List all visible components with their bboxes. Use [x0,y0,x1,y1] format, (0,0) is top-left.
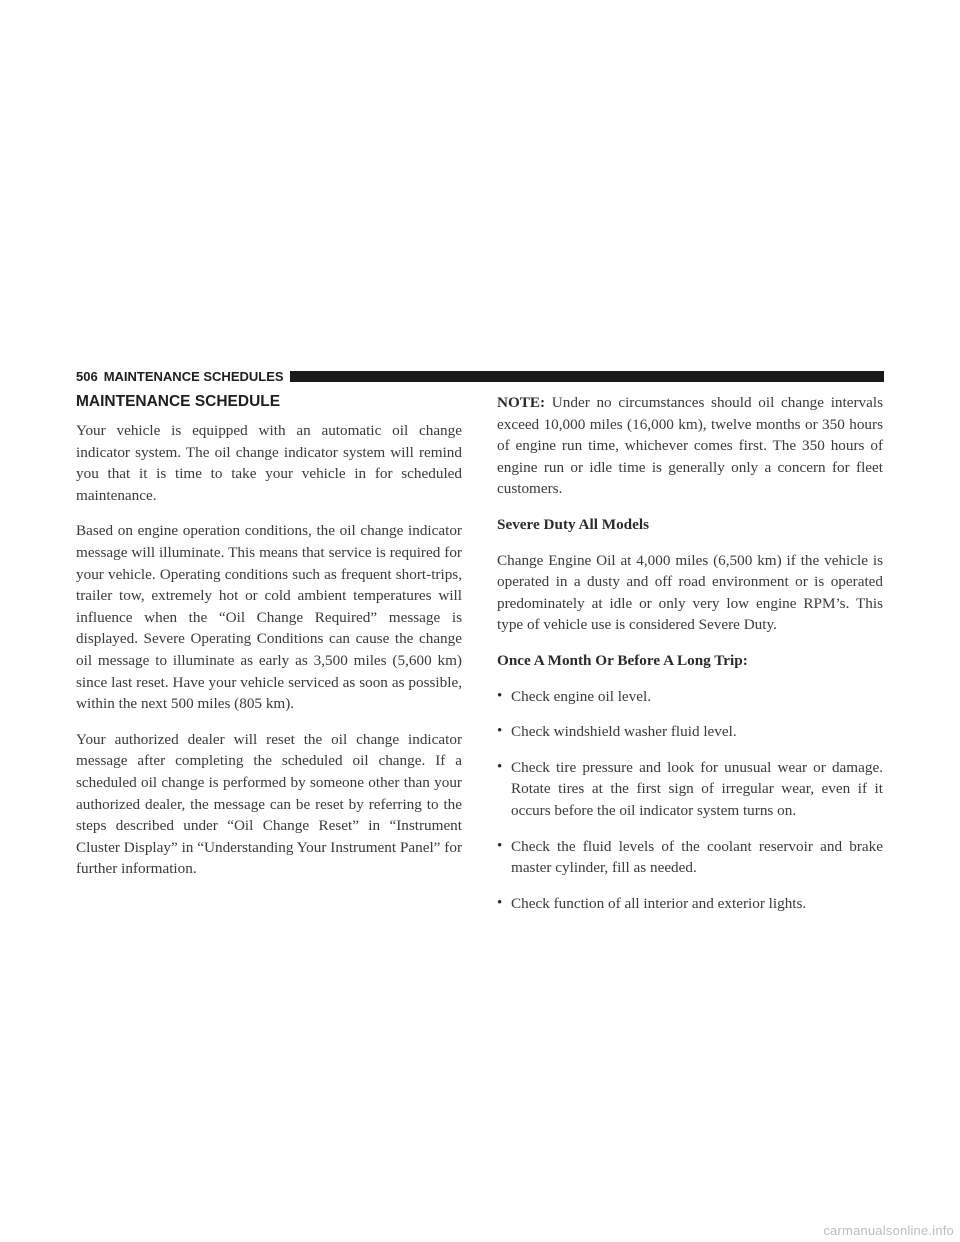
severe-duty-paragraph: Change Engine Oil at 4,000 miles (6,500 km) if the vehicle is operated in a dusty and off road environment or is operated predominately at idle or only very low engine RPM’s. This type of vehicle use is considered Severe Duty. [497,551,883,634]
bullet-icon: • [497,723,503,740]
right-column [497,392,883,928]
bullet-icon: • [497,758,503,775]
paragraph-intro: Your vehicle is equipped with an automatic oil change indicator system. The oil change indicator system will remind you that it is time to take your vehicle in for scheduled maintenance. [76,422,462,504]
section-title: MAINTENANCE SCHEDULES [103,368,284,384]
paragraph-reset: Your authorized dealer will reset the oil change indicator message after completing the scheduled oil change. If a scheduled oil change is performed by someone other than your authorized dealer, the message can be reset by referring to the steps described under “Oil Change Reset” in “Instrument Cluster Display” in “Understanding Your Instrument Panel” for further information. [76,730,462,878]
list-item: • Check windshield washer fluid level. [497,721,883,743]
monthly-heading: Once A Month Or Before A Long Trip: [497,651,748,669]
watermark: carmanualsonline.info [823,1223,954,1238]
note-paragraph [497,392,883,500]
left-column [76,392,462,894]
note-label: NOTE: [497,394,546,411]
list-item: • Check engine oil level. [497,686,883,708]
bullet-icon: • [497,894,503,911]
monthly-checklist [497,686,883,915]
severe-duty-heading: Severe Duty All Models [497,515,650,533]
page-number: 506 [76,368,98,384]
note-text: Under no circumstances should oil change intervals exceed 10,000 miles (16,000 km), twelve months or 350 hours of engine run time, whichever comes first. The 350 hours of engine run or idle time is generally only a concern for fleet customers. [497,394,883,498]
list-item: • Check tire pressure and look for unusual wear or damage. Rotate tires at the first sign of irregular wear, even if it occurs before the oil indicator system turns on. [497,758,883,819]
paragraph-conditions: Based on engine operation conditions, the oil change indicator message will illuminate. This means that service is required for your vehicle. Operating conditions such as frequent short-trips, trailer tow, extremely hot or cold ambient temperatures will influence when the “Oil Change Required” message is displayed. Severe Operating Conditions can cause the change oil message to illuminate as early as 3,500 miles (5,600 km) since last reset. Have your vehicle serviced as soon as possible, within the next 500 miles (805 km). [76,522,462,713]
bullet-icon: • [497,837,503,854]
header-rule [290,371,884,382]
bullet-icon: • [497,687,503,704]
running-header [76,367,884,385]
list-item: • Check the fluid levels of the coolant reservoir and brake master cylinder, fill as needed. [497,837,883,877]
page-title: MAINTENANCE SCHEDULE [76,393,281,410]
list-item: • Check function of all interior and exterior lights. [497,893,883,915]
